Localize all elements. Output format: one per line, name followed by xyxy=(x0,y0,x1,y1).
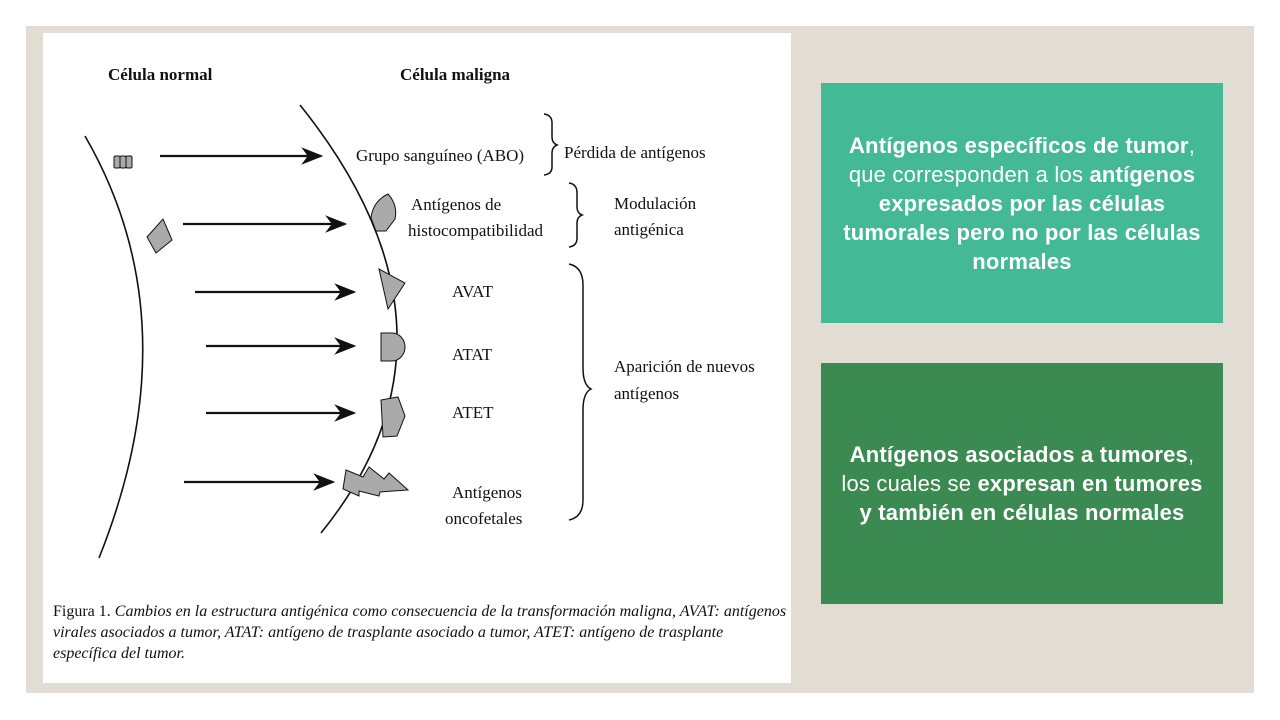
antigen-label-atat: ATAT xyxy=(452,345,493,364)
brace-new-antigens xyxy=(569,264,591,520)
atet-antigen-shape xyxy=(381,397,405,437)
atat-antigen-shape xyxy=(381,333,405,361)
antigen-label-oncofetal-line1: Antígenos xyxy=(452,483,522,502)
brace-antigenic-modulation xyxy=(569,183,582,247)
normal-cell-membrane xyxy=(85,136,143,558)
group-label-modulation-line2: antigénica xyxy=(614,220,684,239)
normal-blood-group-antigen xyxy=(114,156,132,168)
tumor-specific-connector: , que corresponden a los xyxy=(848,132,1196,187)
tumor-associated-antigens-box xyxy=(821,363,1223,604)
antigen-figure xyxy=(43,33,791,683)
group-label-new-antigens-line2: antígenos xyxy=(614,384,680,403)
caption-label: Figura 1. xyxy=(53,603,111,620)
group-label-modulation-line1: Modulación xyxy=(614,194,697,213)
tumor-specific-antigens-box xyxy=(821,83,1223,323)
caption-text: Cambios en la estructura antigénica como consecuencia de la transformación maligna, AVAT: antígenos virales asociados a tumor, ATAT: antígeno de trasplante asociado a tumor, ATET: antígeno de trasplante específica del tumor. xyxy=(53,603,787,662)
antigen-diagram xyxy=(43,33,791,603)
tumor-associated-definition: expresan en tumores y también en células normales xyxy=(859,471,1203,525)
group-label-antigen-loss: Pérdida de antígenos xyxy=(564,143,706,162)
tumor-associated-connector: , los cuales se xyxy=(841,442,1195,496)
avat-antigen-shape xyxy=(379,269,405,309)
antigen-label-histocompatibility-line2: histocompatibilidad xyxy=(408,221,544,240)
tumor-specific-text xyxy=(835,131,1209,276)
normal-histocompatibility-antigen xyxy=(147,219,172,253)
histocompatibility-antigen-shape xyxy=(371,194,396,231)
header-malignant-cell: Célula maligna xyxy=(400,65,511,84)
group-label-new-antigens-line1: Aparición de nuevos xyxy=(614,357,755,376)
antigen-label-blood-group: Grupo sanguíneo (ABO) xyxy=(356,146,525,165)
antigen-label-atet: ATET xyxy=(452,403,494,422)
header-normal-cell: Célula normal xyxy=(108,65,213,84)
tumor-associated-text xyxy=(835,440,1209,527)
tumor-specific-term: Antígenos específicos de tumor xyxy=(848,132,1189,158)
figure-caption xyxy=(53,601,788,664)
malignant-cell-membrane xyxy=(300,105,397,533)
tumor-associated-term: Antígenos asociados a tumores xyxy=(849,442,1188,467)
brace-antigen-loss xyxy=(544,114,557,175)
tumor-specific-definition: antígenos expresados por las células tumorales pero no por las células normales xyxy=(843,161,1201,274)
oncofetal-antigen-shape xyxy=(343,467,408,496)
antigen-label-histocompatibility-line1: Antígenos de xyxy=(411,195,502,214)
antigen-label-oncofetal-line2: oncofetales xyxy=(445,509,523,528)
antigen-label-avat: AVAT xyxy=(452,282,493,301)
